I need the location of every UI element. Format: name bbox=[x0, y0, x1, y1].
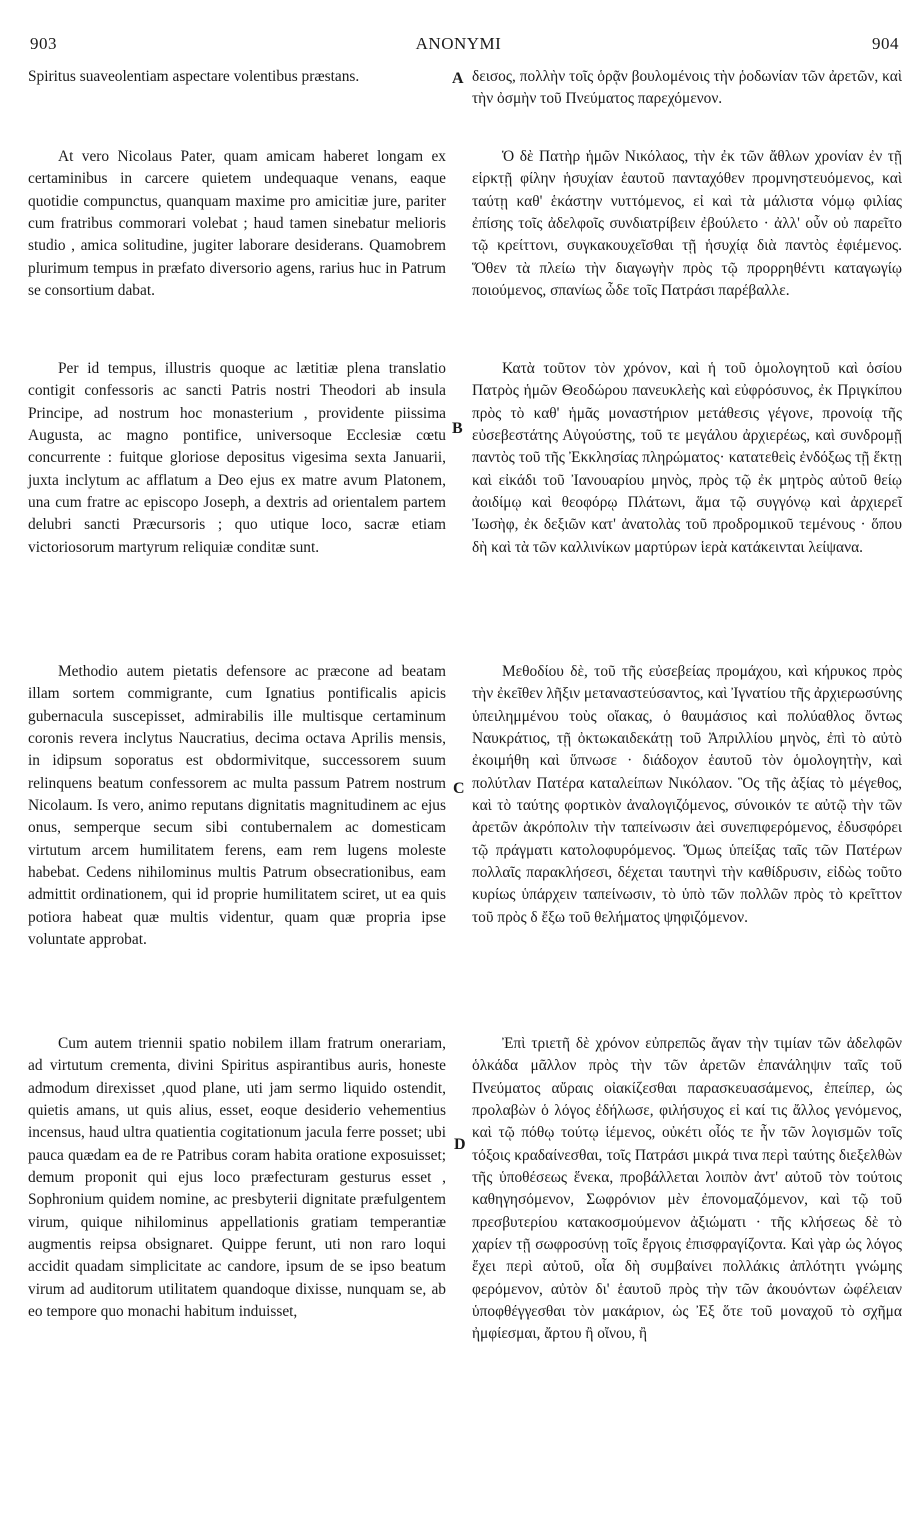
latin-paragraph: Spiritus suaveolentiam aspectare volentibus præstans. bbox=[28, 68, 360, 85]
greek-paragraph: δεισος, πολλὴν τοῖς ὁρᾷν βουλομένοις τὴν ῥοδωνίαν τῶν ἀρετῶν, καὶ τὴν ὀσμὴν τοῦ Πνεύματος παρεχόμενον. bbox=[472, 68, 902, 108]
greek-paragraph: Μεθοδίου δὲ, τοῦ τῆς εὐσεβείας προμάχου, καὶ κήρυκος πρὸς τὴν ἐκεῖθεν λῆξιν μεταναστεύσαντος, καὶ Ἰγνατίου τῆς ἀρχιερωσύνης ὑπειλημμένου τοὺς οἴακας, ὁ θαυμάσιος καὶ πολύαθλος ὄντως Ναυκράτιος, τῇ ὀκτωκαιδεκάτῃ τοῦ Ἀπριλλίου μηνὸς, ἐπὶ τὸ αὐτὸ ἐκοιμήθη καὶ ὕπνωσε · διάδοχον ἑαυτοῦ τὸν ὁμολογητὴν, καὶ πολύτλαν Πατέρα καταλείπων Νικόλαον. Ὃς τῆς ἀξίας τὸ μέγεθος, καὶ τὸ ταύτης φορτικὸν ἀναλογιζόμενος, σύνοικόν τε αὐτῷ τὴν τῶν ἀρετῶν ἀκρόπολιν τὴν ταπείνωσιν ἀεὶ συνεπιφερόμενος, ἐδυσφόρει τῷ πράγματι κατολοφυρόμενος. Ὅμως ὑπείξας ταῖς τῶν Πατέρων πολλαῖς παρακλήσεσι, δέχεται ταυτηνὶ τὴν καθίδρυσιν, εἰδὼς τοῦτο κυρίως ὑπάρχειν ταπείνωσιν, τὸ ὑπὸ τῶν πολλῶν πρὸς τὸ κρεῖττον τοῦ πρὸς δ ἔξω τοῦ θελήματος ψηφιζόμενον. bbox=[472, 663, 902, 926]
greek-column bbox=[472, 66, 902, 1346]
latin-paragraph: Per id tempus, illustris quoque ac lætitiæ plena translatio contigit confessoris ac sancti Patris nostri Theodori ab insula Principe, ad nostrum hoc monasterium , providente piissima Augusta, ac magno pontifice, universoque Ecclesiæ cœtu concurrente : fuitque gloriose depositus vigesima sexta Januarii, juxta inclytum ac afflatum a Deo ejus ex matre avum Platonem, una cum fratre ac episcopo Joseph, a dextris ad orientalem partem delubri sancti Præcursoris ; quo utique loco, sacræ etiam victoriosorum martyrum reliquiæ conditæ sunt. bbox=[28, 360, 446, 556]
margin-marker-b: B bbox=[452, 420, 463, 437]
greek-paragraph: Κατὰ τοῦτον τὸν χρόνον, καὶ ἡ τοῦ ὁμολογητοῦ καὶ ὁσίου Πατρὸς ἡμῶν Θεοδώρου πανευκλεὴς καὶ εὐφρόσυνος, ἐκ Πριγκίπου πρὸς τὸ καθ' ἡμᾶς μοναστήριον μετάθεσις γέγονε, προνοίᾳ τῆς εὐσεβεστάτης Αὐγούστης, τοῦ τε μεγάλου ἀρχιερέως, καὶ συνδρομῇ παντὸς τοῦ τῆς Ἐκκλησίας πληρώματος· κατατεθεὶς ἐνδόξως τῇ ἕκτῃ καὶ εἰκάδι τοῦ Ἰανουαρίου μηνὸς, πρὸς τῷ ἐκ μητρὸς αὐτοῦ θείῳ ἀοιδίμῳ καὶ θεοφόρῳ Πλάτωνι, ἅμα τῷ συγγόνῳ καὶ ἀρχιερεῖ Ἰωσὴφ, ἐκ δεξιῶν κατ' ἀνατολὰς τοῦ προδρομικοῦ τεμένους · ὅπου δὴ καὶ τὰ τῶν καλλινίκων μαρτύρων ἱερὰ κατάκεινται λείψανα. bbox=[472, 360, 902, 556]
margin-marker-a: A bbox=[452, 70, 464, 87]
greek-paragraph: Ὁ δὲ Πατὴρ ἡμῶν Νικόλαος, τὴν ἐκ τῶν ἄθλων χρονίαν ἐν τῇ εἱρκτῇ φίλην ἡσυχίαν ἑαυτοῦ πανταχόθεν προμνηστευόμενος, καὶ ταύτῃ καθ' ἑκάστην νυττόμενος, εἰ καὶ τὰ μάλιστα νόμῳ φιλίας ἐπίσης τοῖς ἀδελφοῖς συνδιατρίβειν ἐβούλετο · ἀλλ' οὖν οὐ παρεῖτο τῷ κρείττονι, συγκακουχεῖσθαι τῇ ἡσυχίᾳ διὰ παντὸς ἐφιέμενος. Ὅθεν τὰ πλείω τὴν διαγωγὴν πρὸς τῷ προρρηθέντι καταγωγίῳ ποιούμενος, σπανίως ὧδε τοῖς Πατράσι παρέβαλλε. bbox=[472, 148, 902, 300]
running-title: ANONYMI bbox=[415, 34, 502, 53]
page-header bbox=[0, 34, 917, 64]
left-page-number: 903 bbox=[30, 34, 57, 53]
latin-paragraph: Cum autem triennii spatio nobilem illam fratrum onerariam, ad virtutum crementa, divini Spiritus aspirantibus auris, honeste admodum direxisset ,quod plane, uti jam sermo liquido ostendit, quietis amans, ut quis alius, esset, eoque desiderio vehementius incensus, haud ultra quatientia cogitationum jacula ferre posset; ubi pauca quædam ea de re Patribus coram habita oratione exposuisset; demum proponit qui ejus loco præfecturam gesturus esset , Sophronium quidem nomine, ac presbyterii dignitate præfulgentem virum, quique nihilominus appellationis gratiam temperantiæ augmentis reipsa obsignaret. Quippe ferunt, uti non raro loqui accidit quadam simplicitate ac candore, ipsum de se ipso beatum virum ad auditorum utilitatem quandoque dixisse, nunquam se, ab eo tempore quo monachi habitum induisset, bbox=[28, 1035, 446, 1321]
margin-marker-d: D bbox=[454, 1136, 466, 1153]
latin-paragraph: Methodio autem pietatis defensore ac præcone ad beatam illam sortem commigrante, cum Ignatius pontificalis apicis gubernacula suscepisset, admirabilis ille multisque certaminum coronis revera inclytus Naucratius, decima octava Aprilis mensis, in idipsum soporatus est obdormivitque, successorem suum relinquens beatum confessorem ac multa passum Patrem nostrum Nicolaum. Is vero, animo reputans dignitatis magnitudinem ac ejus onus, semperque secum sibi contubernalem ac domesticam virtutum arcem humilitatem ferens, eam rem lugens moleste habebat. Cedens nihilominus multis Patrum obsecrationibus, eam admittit ordinationem, qui id proprie humilitatem sciret, ut ea quis potiora habeat quæ multis videntur, quam quæ propria ipse voluntate approbat. bbox=[28, 663, 446, 949]
right-page-number: 904 bbox=[872, 34, 899, 53]
margin-marker-c: C bbox=[453, 780, 465, 797]
greek-paragraph: Ἐπὶ τριετῆ δὲ χρόνον εὐπρεπῶς ἄγαν τὴν τιμίαν τῶν ἀδελφῶν ὁλκάδα μᾶλλον πρὸς τὴν τῶν ἀρετῶν ἐπανάληψιν ταῖς τοῦ Πνεύματος αὔραις οἰακίζεσθαι παρασκευασάμενος, ἐπείπερ, ὡς προλαβὼν ὁ λόγος ἐδήλωσε, φιλήσυχος εἰ καί τις ἄλλος γενόμενος, καὶ τῷ πόθῳ τούτῳ ἱέμενος, οὐκέτι οἷός τε ἦν τῶν λογισμῶν τοῖς τόξοις κραδαίνεσθαι, τοῖς Πατράσι μικρά τινα περὶ ταύτης διεξελθὼν τῆς ὑποθέσεως ἕνεκα, προβάλλεται λοιπὸν ἀντ' αὐτοῦ τὸν τούτοις καθηγησόμενον, Σωφρόνιον μὲν ἐπονομαζόμενον, καὶ τῷ τοῦ πρεσβυτερίου κατακοσμούμενον ἀξιώματι · τῆς κλήσεως δὲ τὸ χαρίεν τῇ σωφροσύνῃ τοῖς ἔργοις ἐπισφραγίζοντα. Καὶ γὰρ ὡς λόγος ἔχει περὶ αὐτοῦ, οἷα δὴ συμβαίνει πολλάκις ἀπλότητι γνώμης φερόμενον, αὐτὸν δι' ἑαυτοῦ πρὸς τὴν τῶν ἀκουόντων ὠφέλειαν ὑποφθέγγεσθαι τὸν μακάριον, ὡς Ἐξ ὅτε τοῦ μοναχοῦ τὸ σχῆμα ἠμφίεσμαι, ἄρτου ἢ οἴνου, ἢ bbox=[472, 1035, 902, 1343]
latin-paragraph: At vero Nicolaus Pater, quam amicam haberet longam ex certaminibus in carcere quietem undequaque venans, eaque quotidie compunctus, quanquam maxime pro amicitiæ jure, pariter cum fratribus commorari volebat ; haud tamen sinebatur melioris studio , amica solitudine, jugiter laborare desiderans. Quamobrem plurimum tempus in præfato diversorio agens, rarius huc in Patrum se consortium dabat. bbox=[28, 148, 446, 300]
latin-column bbox=[28, 66, 446, 1323]
